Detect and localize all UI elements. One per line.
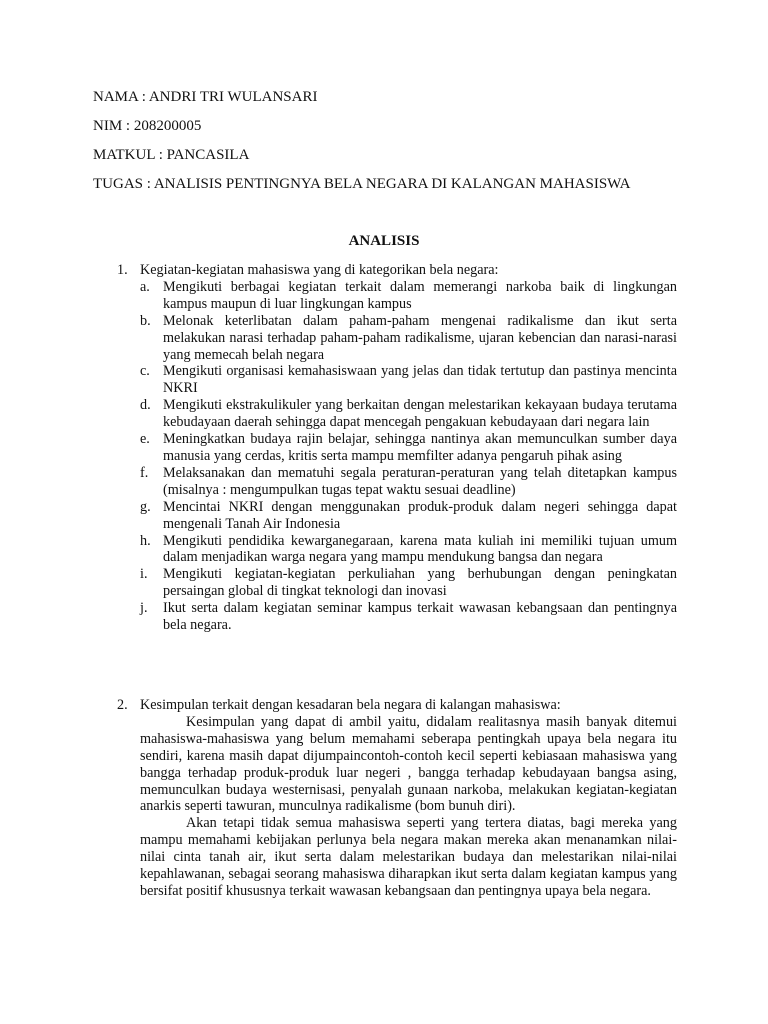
list-item xyxy=(117,397,677,431)
list-item xyxy=(117,279,677,313)
section-2-number: 2. xyxy=(117,697,128,713)
page-title: ANALISIS xyxy=(348,233,420,249)
assignment-title: TUGAS : ANALISIS PENTINGNYA BELA NEGARA DI KALANGAN MAHASISWA xyxy=(93,176,631,192)
list-item-text: Mengikuti ekstrakulikuler yang berkaitan dengan melestarikan kekayaan budaya terutama kebudayaan daerah sehingga dapat mencegah pengakuan kebudayaan dari negara lain xyxy=(163,397,677,431)
list-item-letter: g. xyxy=(140,498,151,515)
student-name: NAMA : ANDRI TRI WULANSARI xyxy=(93,89,318,105)
list-item-text: Mencintai NKRI dengan menggunakan produk-produk dalam negeri sehingga dapat mengenali Tanah Air Indonesia xyxy=(163,498,677,532)
list-item xyxy=(117,465,677,499)
list-item-letter: e. xyxy=(140,431,150,448)
conclusion-paragraph-2: Akan tetapi tidak semua mahasiswa seperti yang tertera diatas, bagi mereka yang mampu memahami kebijakan perlunya bela negara makan mereka akan menanamkan nilai-nilai cinta tanah air, ikut serta dalam melestarikan budaya dan melestarikan nilai-nilai kepahlawanan, sebagai seorang mahasiswa diharapkan ikut serta dalam kegiatan kampus yang bersifat positif khususnya terkait wawasan kebangsaan dan pentingnya upaya bela negara. xyxy=(140,815,677,899)
list-item-text: Melaksanakan dan mematuhi segala peraturan-peraturan yang telah ditetapkan kampus (misalnya : mengumpulkan tugas tepat waktu sesuai deadline) xyxy=(163,464,677,498)
list-item-text: Mengikuti organisasi kemahasiswaan yang jelas dan tidak tertutup dan pastinya mencinta NKRI xyxy=(163,363,677,397)
list-item xyxy=(117,363,677,397)
list-item-text: Mengikuti pendidika kewarganegaraan, karena mata kuliah ini memiliki tujuan umum dalam menjadikan warga negara yang mampu mendukung bangsa dan negara xyxy=(163,532,677,566)
conclusion-paragraph-1: Kesimpulan yang dapat di ambil yaitu, didalam realitasnya masih banyak ditemui mahasiswa-mahasiswa yang belum memahami seberapa pentingkah upaya bela negara itu sendiri, karena masih dapat dijumpaincontoh-contoh kecil seperti kebiasaan mahasiswa yang bangga terhadap produk-produk luar negeri , bangga terhadap kebudayaan bangsa asing, memunculkan budaya westernisasi, penyalah gunaan narkoba, melakukan kegiatan-kegiatan anarkis seperti tawuran, munculnya radikalisme (bom bunuh diri). xyxy=(140,713,677,815)
list-item-letter: j. xyxy=(140,600,148,617)
list-item-text: Melonak keterlibatan dalam paham-paham mengenai radikalisme dan ikut serta melakukan narasi terhadap paham-paham radikalisme, ujaran kebencian dan narasi-narasi yang memecah belah negara xyxy=(163,312,677,363)
course-name: MATKUL : PANCASILA xyxy=(93,147,250,163)
list-item xyxy=(117,600,677,634)
list-item-letter: h. xyxy=(140,532,151,549)
list-item-letter: a. xyxy=(140,278,150,295)
list-item-text: Meningkatkan budaya rajin belajar, sehingga nantinya akan memunculkan sumber daya manusia yang cerdas, kritis serta mampu memfilter adanya pengaruh pihak asing xyxy=(163,431,677,464)
section-2-heading: Kesimpulan terkait dengan kesadaran bela negara di kalangan mahasiswa: xyxy=(140,697,561,713)
list-item-text: Mengikuti kegiatan-kegiatan perkuliahan yang berhubungan dengan peningkatan persaingan global di tingkat teknologi dan inovasi xyxy=(163,566,677,600)
student-nim: NIM : 208200005 xyxy=(93,118,202,134)
list-item-letter: d. xyxy=(140,397,151,414)
list-item xyxy=(117,533,677,567)
list-item xyxy=(117,431,677,465)
list-item xyxy=(117,566,677,600)
list-item-letter: c. xyxy=(140,363,150,380)
section-1-heading: Kegiatan-kegiatan mahasiswa yang di kategorikan bela negara: xyxy=(140,262,499,278)
section-1-number: 1. xyxy=(117,262,128,278)
list-item-letter: b. xyxy=(140,312,151,329)
list-item-letter: i. xyxy=(140,566,148,583)
list-item-text: Mengikuti berbagai kegiatan terkait dalam memerangi narkoba baik di lingkungan kampus maupun di luar lingkungan kampus xyxy=(163,278,677,312)
list-item xyxy=(117,313,677,364)
list-item xyxy=(117,499,677,533)
list-item-letter: f. xyxy=(140,464,149,481)
list-item-text: Ikut serta dalam kegiatan seminar kampus terkait wawasan kebangsaan dan pentingnya bela negara. xyxy=(163,600,677,634)
section-1 xyxy=(117,262,677,634)
section-2 xyxy=(117,697,677,900)
activity-list xyxy=(117,279,677,634)
